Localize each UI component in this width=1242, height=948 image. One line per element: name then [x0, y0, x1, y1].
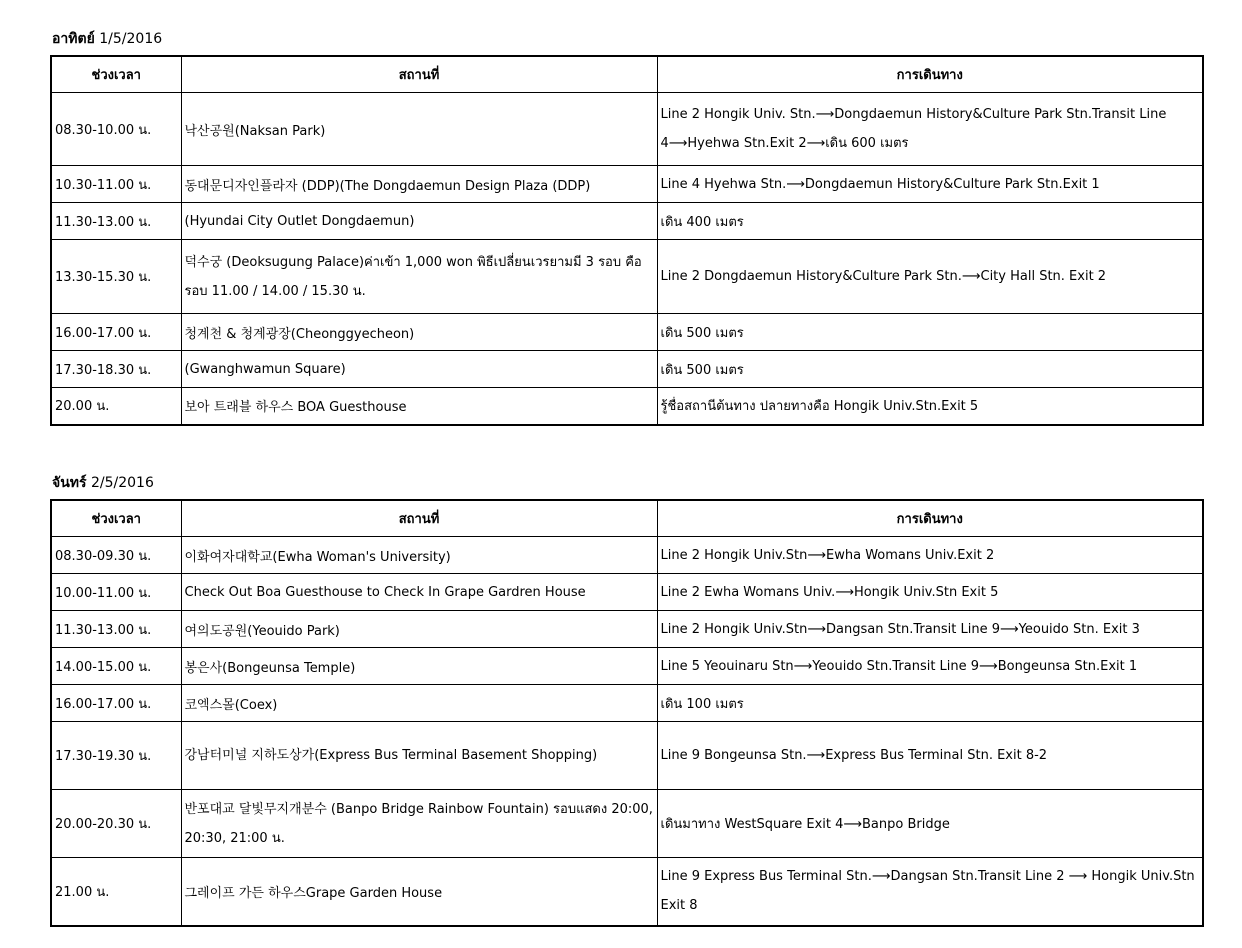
route-cell: Line 2 Hongik Univ.Stn⟶Ewha Womans Univ.Exit 2 [657, 537, 1203, 574]
place-cell: 여의도공원(Yeouido Park) [181, 611, 657, 648]
table-row [51, 240, 1203, 314]
route-cell: เดิน 100 เมตร [657, 685, 1203, 722]
time-cell: 11.30-13.00 น. [51, 611, 181, 648]
day-title [52, 472, 154, 494]
header-time: ช่วงเวลา [51, 56, 181, 93]
table-row [51, 574, 1203, 611]
table-row [51, 685, 1203, 722]
header-row [51, 500, 1203, 537]
time-cell: 08.30-09.30 น. [51, 537, 181, 574]
time-cell: 16.00-17.00 น. [51, 314, 181, 351]
table-row [51, 93, 1203, 166]
route-cell: Line 2 Hongik Univ. Stn.⟶Dongdaemun History&Culture Park Stn.Transit Line 4⟶Hyehwa Stn.Exit 2⟶เดิน 600 เมตร [657, 93, 1203, 166]
date: 1/5/2016 [99, 31, 163, 47]
table-row [51, 203, 1203, 240]
header-place: สถานที่ [181, 500, 657, 537]
place-cell: 이화여자대학교(Ewha Woman's University) [181, 537, 657, 574]
table-row [51, 790, 1203, 858]
place-cell: (Hyundai City Outlet Dongdaemun) [181, 203, 657, 240]
place-cell: 낙산공원(Naksan Park) [181, 93, 657, 166]
table-row [51, 722, 1203, 790]
place-cell: Check Out Boa Guesthouse to Check In Grape Gardren House [181, 574, 657, 611]
route-cell: เดิน 500 เมตร [657, 351, 1203, 388]
time-cell: 17.30-18.30 น. [51, 351, 181, 388]
route-cell: Line 9 Express Bus Terminal Stn.⟶Dangsan Stn.Transit Line 2 ⟶ Hongik Univ.Stn Exit 8 [657, 858, 1203, 926]
table-row [51, 611, 1203, 648]
route-cell: Line 9 Bongeunsa Stn.⟶Express Bus Terminal Stn. Exit 8-2 [657, 722, 1203, 790]
place-cell: 덕수궁 (Deoksugung Palace)ค่าเข้า 1,000 won พิธีเปลี่ยนเวรยามมี 3 รอบ คือ รอบ 11.00 / 14.00 / 15.30 น. [181, 240, 657, 314]
time-cell: 10.00-11.00 น. [51, 574, 181, 611]
header-route: การเดินทาง [657, 56, 1203, 93]
table-row [51, 166, 1203, 203]
weekday: อาทิตย์ [52, 31, 95, 47]
header-time: ช่วงเวลา [51, 500, 181, 537]
time-cell: 10.30-11.00 น. [51, 166, 181, 203]
place-cell: 그레이프 가든 하우스Grape Garden House [181, 858, 657, 926]
route-cell: Line 2 Ewha Womans Univ.⟶Hongik Univ.Stn Exit 5 [657, 574, 1203, 611]
place-cell: 봉은사(Bongeunsa Temple) [181, 648, 657, 685]
place-cell: 청계천 & 청계광장(Cheonggyecheon) [181, 314, 657, 351]
time-cell: 08.30-10.00 น. [51, 93, 181, 166]
table-row [51, 351, 1203, 388]
route-cell: เดินมาทาง WestSquare Exit 4⟶Banpo Bridge [657, 790, 1203, 858]
route-cell: Line 2 Dongdaemun History&Culture Park Stn.⟶City Hall Stn. Exit 2 [657, 240, 1203, 314]
place-cell: (Gwanghwamun Square) [181, 351, 657, 388]
place-cell: 반포대교 달빛무지개분수 (Banpo Bridge Rainbow Fountain) รอบแสดง 20:00, 20:30, 21:00 น. [181, 790, 657, 858]
header-place: สถานที่ [181, 56, 657, 93]
day-title [52, 28, 162, 50]
time-cell: 20.00-20.30 น. [51, 790, 181, 858]
table-row [51, 648, 1203, 685]
route-cell: รู้ชื่อสถานีต้นทาง ปลายทางคือ Hongik Univ.Stn.Exit 5 [657, 388, 1203, 425]
time-cell: 14.00-15.00 น. [51, 648, 181, 685]
time-cell: 20.00 น. [51, 388, 181, 425]
time-cell: 11.30-13.00 น. [51, 203, 181, 240]
route-cell: Line 5 Yeouinaru Stn⟶Yeouido Stn.Transit Line 9⟶Bongeunsa Stn.Exit 1 [657, 648, 1203, 685]
time-cell: 17.30-19.30 น. [51, 722, 181, 790]
place-cell: 코엑스몰(Coex) [181, 685, 657, 722]
place-cell: 보아 트래블 하우스 BOA Guesthouse [181, 388, 657, 425]
route-cell: เดิน 500 เมตร [657, 314, 1203, 351]
route-cell: เดิน 400 เมตร [657, 203, 1203, 240]
route-cell: Line 4 Hyehwa Stn.⟶Dongdaemun History&Culture Park Stn.Exit 1 [657, 166, 1203, 203]
table-row [51, 858, 1203, 926]
time-cell: 16.00-17.00 น. [51, 685, 181, 722]
time-cell: 13.30-15.30 น. [51, 240, 181, 314]
schedule-table [50, 55, 1204, 426]
table-row [51, 314, 1203, 351]
table-row [51, 537, 1203, 574]
date: 2/5/2016 [90, 475, 154, 491]
schedule-table [50, 499, 1204, 927]
route-cell: Line 2 Hongik Univ.Stn⟶Dangsan Stn.Transit Line 9⟶Yeouido Stn. Exit 3 [657, 611, 1203, 648]
time-cell: 21.00 น. [51, 858, 181, 926]
weekday: จันทร์ [52, 475, 87, 491]
header-row [51, 56, 1203, 93]
header-route: การเดินทาง [657, 500, 1203, 537]
place-cell: 강남터미널 지하도상가(Express Bus Terminal Basement Shopping) [181, 722, 657, 790]
table-row [51, 388, 1203, 425]
place-cell: 동대문디자인플라자 (DDP)(The Dongdaemun Design Plaza (DDP) [181, 166, 657, 203]
